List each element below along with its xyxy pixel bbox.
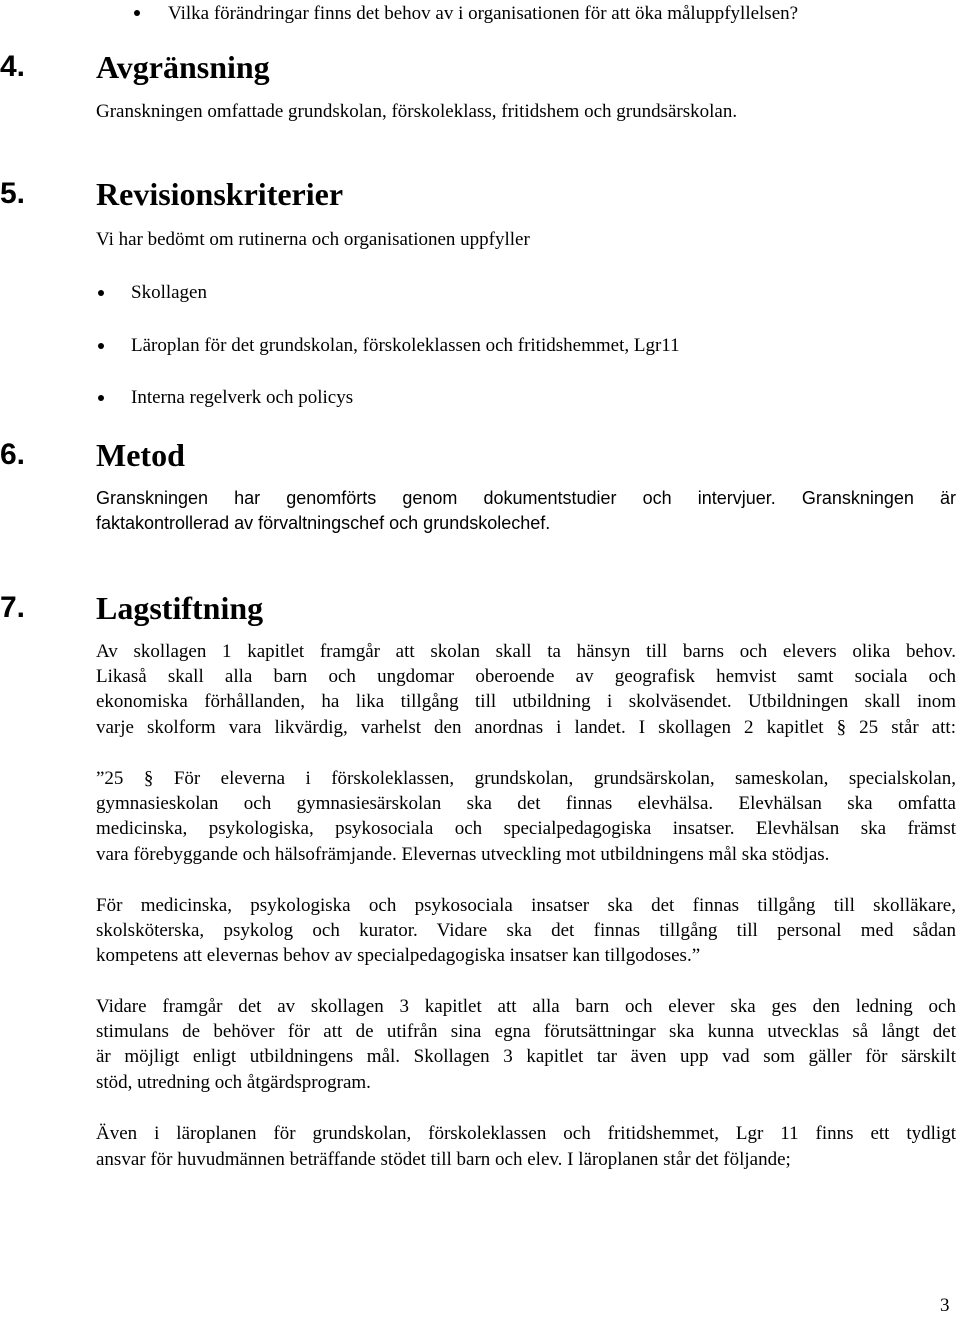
section-number: 7. (0, 591, 26, 624)
paragraph-line: faktakontrollerad av förvaltningschef och grundskolechef. (96, 513, 551, 533)
section-heading: Metod (96, 437, 185, 473)
paragraph-line: För medicinska, psykologiska och psykosociala insatser ska det finnas tillgång till skolläkare, (96, 895, 956, 916)
bullet-marker (98, 290, 104, 296)
bullet-text: Vilka förändringar finns det behov av i organisationen för att öka måluppfyllelsen? (168, 3, 799, 24)
section-number: 5. (0, 177, 26, 210)
paragraph-line: Även i läroplanen för grundskolan, förskoleklassen och fritidshemmet, Lgr 11 finns ett tydligt (96, 1123, 956, 1144)
paragraph-line: kompetens att elevernas behov av specialpedagogiska insatser kan tillgodoses.” (96, 945, 701, 966)
bullet-marker (98, 343, 104, 349)
section-number: 4. (0, 50, 26, 83)
paragraph-line: stimulans de behöver för att de utifrån sina egna förutsättningar ska kunna utvecklas så långt det (96, 1021, 956, 1042)
paragraph: Granskningen omfattade grundskolan, förskoleklass, fritidshem och grundsärskolan. (96, 101, 738, 122)
bullet-marker (98, 395, 104, 401)
paragraph: Vi har bedömt om rutinerna och organisationen uppfyller (96, 229, 530, 250)
paragraph-line: ”25 § För eleverna i förskoleklassen, grundskolan, grundsärskolan, sameskolan, specialskolan, (96, 768, 956, 789)
bullet-text: Skollagen (131, 282, 207, 303)
bullet-marker (134, 10, 140, 16)
section-heading: Lagstiftning (96, 590, 264, 626)
paragraph-line: ekonomiska förhållanden, ha lika tillgång till utbildning i skolväsendet. Utbildningen skall inom (96, 691, 956, 712)
paragraph-line: varje skolform vara likvärdig, varhelst den anordnas i landet. I skollagen 2 kapitlet § 25 står att: (96, 717, 956, 738)
section-number: 6. (0, 438, 26, 471)
paragraph-line: är möjligt enligt utbildningens mål. Skollagen 3 kapitlet tar även upp vad som gäller för särskilt (96, 1046, 956, 1067)
page-number: 3 (940, 1295, 950, 1316)
paragraph-line: Granskningen har genomförts genom dokumentstudier och intervjuer. Granskningen är (96, 488, 956, 508)
paragraph-line: Likaså skall alla barn och ungdomar oberoende av geografisk hemvist samt sociala och (96, 666, 956, 687)
paragraph-line: vara förebyggande och hälsofrämjande. Elevernas utveckling mot utbildningens mål ska stödjas. (96, 844, 830, 865)
paragraph-line: stöd, utredning och åtgärdsprogram. (96, 1072, 371, 1093)
paragraph-line: ansvar för huvudmännen beträffande stödet till barn och elev. I läroplanen står det följande; (96, 1149, 791, 1170)
paragraph-line: medicinska, psykologiska, psykosociala och specialpedagogiska insatser. Elevhälsan ska främst (96, 818, 956, 839)
paragraph-line: skolsköterska, psykolog och kurator. Vidare ska det finnas tillgång till personal med sådan (96, 920, 956, 941)
paragraph-line: Av skollagen 1 kapitlet framgår att skolan skall ta hänsyn till barns och elevers olika behov. (96, 641, 956, 662)
bullet-text: Läroplan för det grundskolan, förskoleklassen och fritidshemmet, Lgr11 (131, 335, 680, 356)
paragraph-line: gymnasieskolan och gymnasiesärskolan ska det finnas elevhälsa. Elevhälsan ska omfatta (96, 793, 956, 814)
section-heading: Revisionskriterier (96, 176, 344, 212)
bullet-text: Interna regelverk och policys (131, 387, 354, 408)
paragraph-line: Vidare framgår det av skollagen 3 kapitlet att alla barn och elever ska ges den ledning och (96, 996, 956, 1017)
section-heading: Avgränsning (96, 49, 270, 85)
